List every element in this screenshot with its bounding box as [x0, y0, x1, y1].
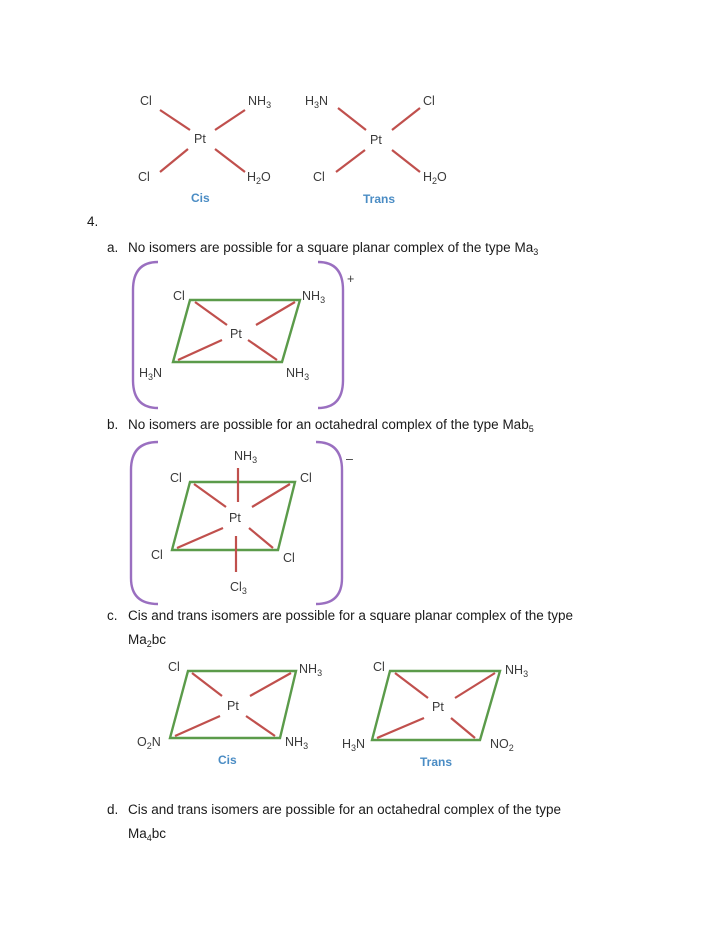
item-text-main: Ma — [128, 632, 147, 647]
bond-line — [392, 108, 420, 130]
bond-line — [455, 673, 495, 698]
subscript: 2 — [432, 176, 438, 186]
bond-line — [395, 673, 428, 698]
ligand-text: NH — [248, 94, 267, 108]
bond-line — [177, 528, 223, 548]
item-text-main: No isomers are possible for an octahedral complex of the type Mab — [128, 417, 529, 432]
ligand-text: NO — [490, 737, 509, 751]
question-number: 4. — [87, 214, 99, 229]
item-marker: c. — [107, 608, 118, 623]
ligand-text: H — [342, 737, 352, 751]
ligand-label — [247, 170, 271, 186]
bond-line — [249, 528, 273, 548]
ligand-label — [342, 737, 365, 753]
bond-line — [392, 150, 420, 172]
right-bracket — [316, 442, 342, 604]
ligand-text: N — [356, 737, 366, 751]
ligand-label: Cl — [170, 471, 182, 485]
item-text-main: Ma — [128, 826, 147, 841]
bond-line — [248, 340, 277, 360]
ligand-text: N — [319, 94, 329, 108]
ligand-text: N — [151, 735, 161, 749]
ligand-label — [139, 366, 162, 382]
ligand-text: H — [423, 170, 433, 184]
item-text: Cis and trans isomers are possible for a square planar complex of the type — [128, 608, 573, 623]
item-marker: a. — [107, 240, 119, 255]
ligand-label: Cl — [373, 660, 385, 674]
metal-label: Pt — [230, 327, 242, 341]
bond-line — [160, 110, 190, 130]
subscript: 3 — [320, 295, 326, 305]
subscript: 2 — [146, 741, 152, 751]
bond-line — [160, 149, 188, 172]
item-text-line2 — [128, 825, 166, 847]
ligand-label: Cl — [283, 551, 295, 565]
metal-label: Pt — [370, 133, 382, 147]
subscript: 3 — [317, 668, 323, 678]
ligand-label — [302, 289, 325, 305]
ligand-label: Cl — [140, 94, 152, 108]
ligand-label — [137, 735, 161, 751]
bond-line — [194, 484, 226, 507]
ligand-label: Cl — [138, 170, 150, 184]
subscript: 5 — [528, 424, 534, 434]
ligand-text: NH — [286, 366, 305, 380]
left-bracket — [133, 262, 158, 408]
bond-line — [195, 302, 227, 325]
ligand-label: Cl — [173, 289, 185, 303]
subscript: 3 — [266, 100, 272, 110]
subscript: 3 — [252, 455, 258, 465]
ligand-text: H — [139, 366, 149, 380]
item-text-main: bc — [151, 632, 167, 647]
bond-line — [192, 673, 222, 696]
bond-line — [336, 150, 365, 172]
item-text — [128, 416, 534, 438]
subscript: 2 — [508, 743, 514, 753]
item-text: Cis and trans isomers are possible for an octahedral complex of the type — [128, 802, 561, 817]
charge-sign: + — [347, 272, 355, 286]
bond-line — [256, 302, 295, 325]
bond-line — [246, 716, 275, 736]
ligand-text: NH — [302, 289, 321, 303]
bond-line — [377, 718, 424, 738]
ligand-label — [299, 662, 322, 678]
bond-line — [215, 149, 245, 172]
subscript: 3 — [148, 372, 154, 382]
bond-line — [178, 340, 222, 360]
ligand-text: O — [261, 170, 271, 184]
isomer-caption: Cis — [191, 191, 210, 205]
item-text-main: No isomers are possible for a square planar complex of the type Ma — [128, 240, 534, 255]
subscript: 3 — [304, 372, 310, 382]
ligand-label — [286, 366, 309, 382]
charge-sign: – — [346, 452, 353, 466]
subscript: 3 — [241, 586, 247, 596]
ligand-label: Cl — [423, 94, 435, 108]
metal-label: Pt — [227, 699, 239, 713]
ligand-text: NH — [285, 735, 304, 749]
bond-line — [451, 718, 475, 738]
subscript: 2 — [256, 176, 262, 186]
isomer-caption: Trans — [420, 755, 453, 769]
subscript: 3 — [533, 247, 539, 257]
ligand-label — [248, 94, 271, 110]
isomer-caption: Cis — [218, 753, 237, 767]
item-marker: d. — [107, 802, 119, 817]
ligand-text: O — [437, 170, 447, 184]
metal-label: Pt — [432, 700, 444, 714]
bond-line — [215, 110, 245, 130]
right-bracket — [318, 262, 343, 408]
bond-line — [338, 108, 366, 130]
ligand-label — [230, 580, 247, 596]
subscript: 3 — [314, 100, 320, 110]
ligand-label — [305, 94, 328, 110]
ligand-text: O — [137, 735, 147, 749]
ligand-text: H — [305, 94, 315, 108]
subscript: 2 — [146, 639, 152, 649]
ligand-label: Cl — [151, 548, 163, 562]
ligand-text: H — [247, 170, 257, 184]
ligand-label — [423, 170, 447, 186]
bond-line — [252, 484, 290, 507]
item-marker: b. — [107, 417, 119, 432]
bond-line — [250, 673, 291, 696]
bond-line — [175, 716, 220, 736]
left-bracket — [131, 442, 158, 604]
ligand-label — [285, 735, 308, 751]
item-text-main: bc — [151, 826, 167, 841]
ligand-label — [234, 449, 257, 465]
metal-label: Pt — [229, 511, 241, 525]
ligand-label — [505, 663, 528, 679]
subscript: 3 — [523, 669, 529, 679]
ligand-label: Cl — [313, 170, 325, 184]
ligand-text: Cl — [230, 580, 242, 594]
subscript: 3 — [303, 741, 309, 751]
item-text-line2 — [128, 631, 166, 653]
item-text — [128, 239, 538, 261]
ligand-label: Cl — [300, 471, 312, 485]
subscript: 4 — [146, 833, 152, 843]
metal-label: Pt — [194, 132, 206, 146]
ligand-label — [490, 737, 514, 753]
ligand-text: N — [153, 366, 163, 380]
isomer-caption: Trans — [363, 192, 396, 206]
ligand-text: NH — [505, 663, 524, 677]
ligand-text: NH — [234, 449, 253, 463]
ligand-text: NH — [299, 662, 318, 676]
ligand-label: Cl — [168, 660, 180, 674]
subscript: 3 — [351, 743, 357, 753]
